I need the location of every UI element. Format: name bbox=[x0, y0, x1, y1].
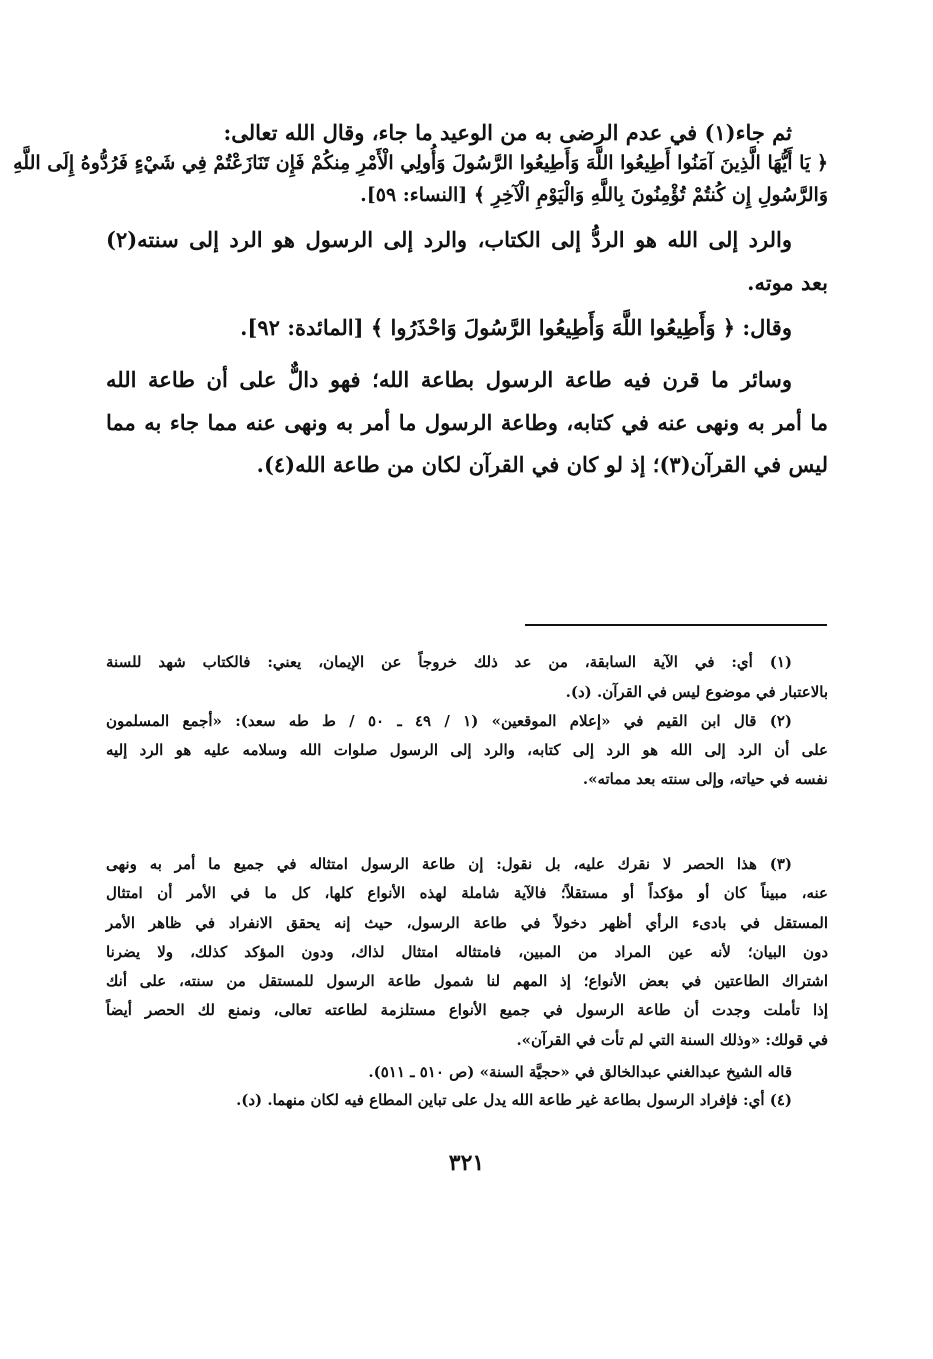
footnote-line: (٢) قال ابن القيم في «إعلام الموقعين» (١ / ٤٩ ـ ٥٠ / ط طه سعد): «أجمع المسلمون bbox=[106, 712, 792, 730]
footnote-separator bbox=[525, 624, 827, 626]
footnote-line: بالاعتبار في موضوع ليس في القرآن. (د). bbox=[565, 683, 828, 701]
text-line: والرد إلى الله هو الردُّ إلى الكتاب، والرد إلى الرسول هو الرد إلى سنته(٢) bbox=[106, 227, 792, 252]
footnote-line: المستقل في بادىء الرأي أظهر دخولاً في طاعة الرسول، حيث إنه يحقق الانفراد في ظاهر الأمر bbox=[106, 914, 828, 932]
text-line: ما أمر به ونهى عنه في كتابه، وطاعة الرسول ما أمر به ونهى عنه مما جاء به مما bbox=[106, 410, 828, 435]
footnote-line: (٤) أي: فإفراد الرسول بطاعة غير طاعة الله يدل على تباين المطاع فيه لكان منهما. (د). bbox=[236, 1091, 792, 1109]
quran-citation-line: وقال: ﴿ وَأَطِيعُوا اللَّهَ وَأَطِيعُوا الرَّسُولَ وَاحْذَرُوا ﴾ [المائدة: ٩٢]. bbox=[240, 315, 792, 340]
footnote-line: اشتراك الطاعتين في بعض الأنواع؛ إذ المهم لنا شمول طاعة الرسول للمستقل من سنته، على أنك bbox=[106, 972, 828, 990]
text-line: وسائر ما قرن فيه طاعة الرسول بطاعة الله؛ فهو دالٌّ على أن طاعة الله bbox=[106, 367, 792, 392]
footnote-line: في قولك: «وذلك السنة التي لم تأت في القرآن». bbox=[516, 1031, 828, 1049]
text-line: بعد موته. bbox=[747, 270, 828, 295]
quran-verse-line: وَالرَّسُولِ إِن كُنتُمْ تُؤْمِنُونَ بِاللَّهِ وَالْيَوْمِ الْآخِرِ ﴾ [النساء: ٥٩]. bbox=[360, 184, 828, 206]
footnote-line: نفسه في حياته، وإلى سنته بعد مماته». bbox=[582, 770, 828, 788]
footnote-line: دون البيان؛ لأنه عين المراد من المبين، فامتثاله امتثال لذاك، ودون المؤكد كذلك، ولا يضرنا bbox=[106, 943, 828, 961]
footnote-line: عنه، مبيناً كان أو مؤكداً أو مستقلاً؛ فالآية شاملة لهذه الأنواع كلها، كل ما في الأمر أن امتثال bbox=[106, 884, 828, 902]
footnote-line: إذا تأملت وجدت أن طاعة الرسول في جميع الأنواع مستلزمة لطاعته تعالى، ونمنع لك الحصر أيضاً bbox=[106, 1001, 828, 1019]
footnote-line: (١) أي: في الآية السابقة، من عد ذلك خروجاً عن الإيمان، يعني: فالكتاب شهد للسنة bbox=[106, 653, 792, 671]
footnote-line: قاله الشيخ عبدالغني عبدالخالق في «حجيَّة السنة» (ص ٥١٠ ـ ٥١١). bbox=[368, 1063, 792, 1081]
quran-verse-line: ﴿ يَا أَيُّهَا الَّذِينَ آمَنُوا أَطِيعُوا اللَّهَ وَأَطِيعُوا الرَّسُولَ وَأُولِي الْأَمْرِ مِنكُمْ فَإِن تَنَازَعْتُمْ فِي شَيْءٍ فَرُدُّوهُ إِلَى اللَّهِ bbox=[13, 152, 828, 174]
page-number: ٣٢١ bbox=[448, 1150, 485, 1176]
footnote-line: على أن الرد إلى الله هو الرد إلى كتابه، والرد إلى الرسول صلوات الله وسلامه عليه هو الرد إليه bbox=[106, 741, 828, 759]
footnote-line: (٣) هذا الحصر لا نقرك عليه، بل نقول: إن طاعة الرسول امتثاله في جميع ما أمر به ونهى bbox=[106, 855, 792, 873]
text-line: ليس في القرآن(٣)؛ إذ لو كان في القرآن لكان من طاعة الله(٤). bbox=[256, 452, 828, 477]
text-line: ثم جاء(١) في عدم الرضى به من الوعيد ما جاء، وقال الله تعالى: bbox=[223, 120, 792, 145]
